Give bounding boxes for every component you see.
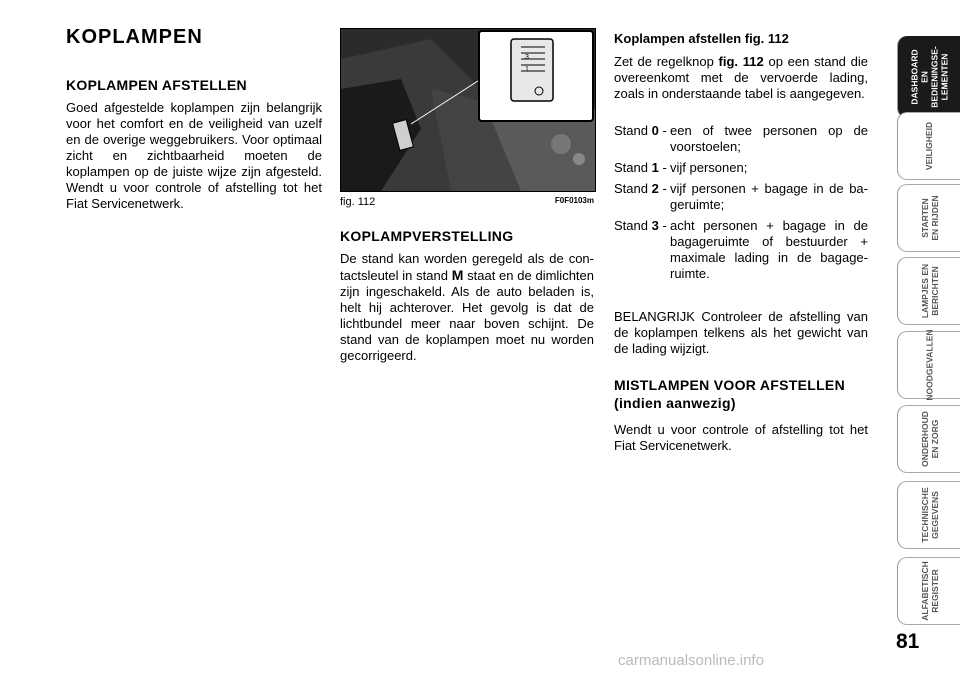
stand-label: Stand 1 -: [614, 160, 667, 175]
tab-starten-en-rijden[interactable]: [897, 184, 960, 252]
figure-code: F0F0103m: [554, 196, 594, 205]
key-position-m: M: [451, 267, 464, 283]
tab-label: STARTEN EN RIJDEN: [919, 195, 940, 241]
stand-row: [614, 123, 868, 155]
intro-paragraph: Goed afgestelde koplampen zijn belangrijk voor het comfort en de veiligheid van uzelf en de overige weggebruikers. Voor optimaal zicht en zichtbaarheid moeten de koplampen op de juiste wijze zijn afgesteld. Wendt u voor controle of afstelling tot het Fiat Servicenetwerk.: [66, 100, 322, 211]
koplampverstelling-paragraph: [340, 251, 594, 364]
stand-word: Stand: [614, 160, 648, 175]
section-heading-koplampverstelling: KOPLAMPVERSTELLING: [340, 228, 514, 244]
para-post: staat en de dimlichten zijn ingeschakeld. Als de auto beladen is, helt hij achterover. Het gevolg is dat de lichtbundel meer naar boven schijnt. De stand van de koplampen moet nu worden gecorrigeerd.: [340, 268, 594, 363]
stand-word: Stand: [614, 218, 648, 233]
stand-number: 2: [651, 181, 659, 196]
stand-text: vijf personen + bagage in de bageruimte;: [670, 181, 868, 212]
tab-label: NOODGEVALLEN: [924, 329, 935, 401]
tab-label: ONDERHOUD EN ZORG: [919, 411, 940, 467]
tab-label: TECHNISCHE GEGEVENS: [919, 487, 940, 543]
intro-post: op een stand die overeenkomt met de vervoerde lading, zoals in onderstaande tabel is aangegeven.: [614, 54, 868, 101]
page-title: KOPLAMPEN: [66, 26, 203, 48]
section-heading-mistlampen: MISTLAMPEN VOOR AFSTELLEN (indien aanwezig): [614, 377, 845, 411]
figure-label: fig. 112: [340, 196, 376, 208]
tab-label: DASHBOARD EN BEDIENINGSE-LEMENTEN: [909, 46, 950, 108]
tab-label: LAMPJES EN BERICHTEN: [919, 263, 940, 319]
stand-word: Stand: [614, 181, 648, 196]
tab-onderhoud-en-zorg[interactable]: [897, 405, 960, 473]
watermark: carmanualsonline.info: [618, 652, 764, 669]
stand-text: vijf personen;: [670, 160, 748, 175]
stand-word: Stand: [614, 123, 648, 138]
stand-number: 0: [651, 123, 659, 138]
stand-number: 1: [651, 160, 659, 175]
tab-label: VEILIGHEID: [924, 121, 935, 171]
figure-112-image: [340, 28, 596, 192]
tab-technische-gegevens[interactable]: [897, 481, 960, 549]
dashboard-photo-illustration: [341, 29, 595, 191]
intro-fig-ref: fig. 112: [718, 54, 764, 69]
para-pre: De stand kan worden geregeld als de contactsleutel in stand: [340, 251, 594, 283]
stand-text: acht personen + bagage in de bagageruimte of bestuurder + maximale lading in de bagageruimte.: [670, 218, 868, 281]
tab-noodgevallen[interactable]: [897, 331, 960, 399]
subheading-koplampen-afstellen: Koplampen afstellen fig. 112: [614, 31, 789, 46]
intro-pre: Zet de regelknop: [614, 54, 719, 69]
intro-paragraph-right: [614, 54, 868, 102]
stand-table: [614, 123, 868, 282]
tab-lampjes-en-berichten[interactable]: [897, 257, 960, 325]
section-heading-koplampen-afstellen: KOPLAMPEN AFSTELLEN: [66, 77, 247, 93]
tab-veiligheid[interactable]: [897, 112, 960, 180]
stand-label: Stand 3 -: [614, 218, 667, 233]
tab-dashboard[interactable]: [897, 36, 960, 118]
svg-text:3: 3: [525, 54, 529, 61]
page-number: 81: [896, 630, 920, 653]
stand-number: 3: [651, 218, 659, 233]
stand-row: [614, 160, 868, 176]
stand-label: Stand 2 -: [614, 181, 667, 196]
stand-text: een of twee personen op de voorstoelen;: [670, 123, 868, 154]
tab-alfabetisch-register[interactable]: [897, 557, 960, 625]
stand-row: [614, 218, 868, 282]
tab-label: ALFABETISCH REGISTER: [919, 561, 940, 621]
mistlampen-paragraph: Wendt u voor controle of afstelling tot het Fiat Servicenetwerk.: [614, 422, 868, 453]
important-note: BELANGRIJK Controleer de afstelling van de koplampen telkens als het gewicht van de lading wijzigt.: [614, 309, 868, 356]
stand-label: Stand 0 -: [614, 123, 667, 138]
svg-text:1: 1: [525, 66, 529, 73]
stand-row: [614, 181, 868, 213]
figure-caption: [340, 196, 594, 208]
